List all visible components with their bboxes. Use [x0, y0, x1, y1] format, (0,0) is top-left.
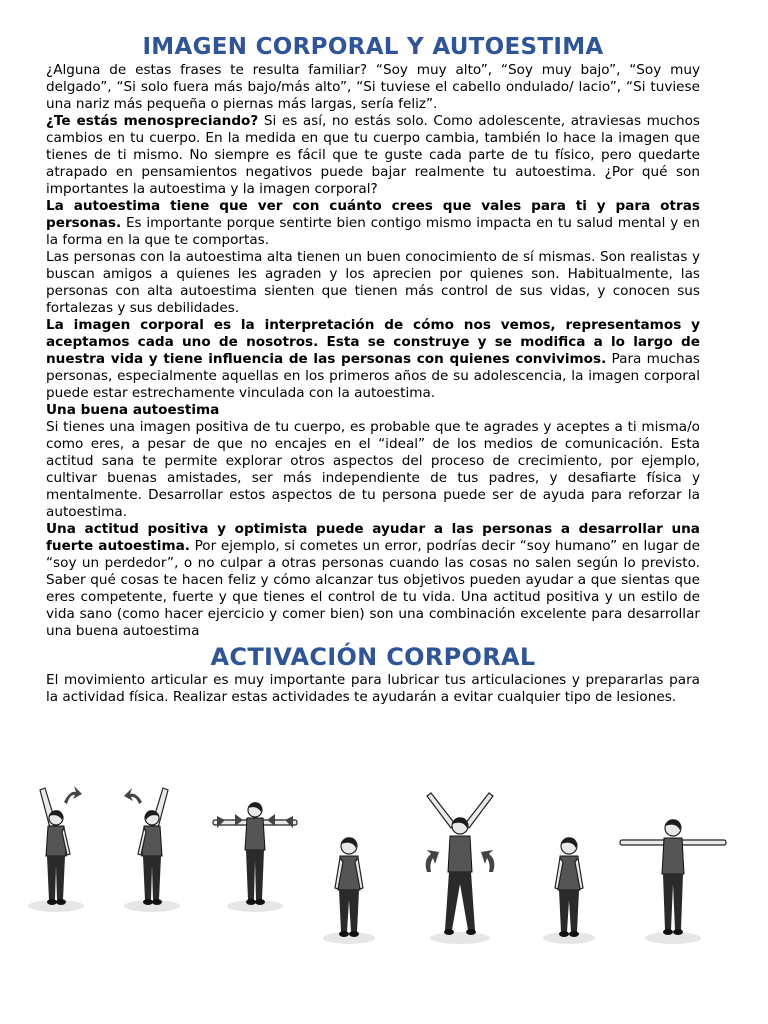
figure-lateral-stretch-right: [110, 780, 190, 920]
paragraph-text: Por ejemplo, si cometes un error, podrías decir “soy humano” en lugar de “soy un perdedor”, o no culpar a otras personas cuando las cosas no salen según lo previsto. Saber qué cosas te hacen feliz y cómo alcanzar tus objetivos pueden ayudar a que sientas que eres competente, fuerte y que tienes el control de tu vida. Una actitud positiva y un estilo de vida sano (como hacer ejercicio y comer bien) son una combinación excelente para desarrollar una buena autoestima: [46, 538, 701, 639]
figure-arm-circles: [205, 780, 305, 920]
document-page: [46, 32, 700, 706]
figure-arms-extended: [618, 780, 728, 950]
figure-standing-neutral: [315, 780, 385, 950]
section-title-activacion: ACTIVACIÓN CORPORAL: [210, 643, 536, 671]
paragraph-imagen-corporal: [46, 317, 700, 402]
figure-standing-neutral-2: [535, 780, 605, 950]
intro-paragraph: ¿Alguna de estas frases te resulta familiar? “Soy muy alto”, “Soy muy bajo”, “Soy muy delgado”, “Si solo fuera más bajo/más alto”, “Si tuviese el cabello ondulado/ lacio”, “Si tuviese una nariz más pequeña o piernas más largas, sería feliz”.: [46, 62, 700, 112]
exercise-illustrations: [20, 780, 740, 950]
paragraph-text: Es importante porque sentirte bien contigo mismo impacta en tu salud mental y en la forma en la que te comportas.: [46, 215, 700, 248]
bold-lead: Una actitud positiva y optimista puede ayudar a las personas a desarrollar una fuerte autoestima.: [46, 521, 700, 554]
paragraph-autoestima-alta: Las personas con la autoestima alta tienen un buen conocimiento de sí mismas. Son realistas y buscan amigos a quienes les agraden y los aprecien por quienes son. Habitualmente, las personas con alta autoestima sienten que tienen más control de sus vidas, y conocen sus fortalezas y sus debilidades.: [46, 249, 700, 316]
paragraph-imagen-positiva: Si tienes una imagen positiva de tu cuerpo, es probable que te agrades y aceptes a ti misma/o como eres, a pesar de que no encajes en el “ideal” de los medios de comunicación. Esta actitud sana te permite explorar otros aspectos del proceso de crecimiento, por ejemplo, cultivar buenas amistades, ser más independiente de tus padres, y desafiarte física y mentalmente. Desarrollar estos aspectos de tu persona puede ser de ayuda para reforzar la autoestima.: [46, 419, 700, 520]
paragraph-text: Si es así, no estás solo. Como adolescente, atraviesas muchos cambios en tu cuerpo. En la medida en que tu cuerpo cambia, también lo hace la imagen que tienes de ti mismo. No siempre es fácil que te guste cada parte de tu físico, pero quedarte atrapado en pensamientos negativos puede bajar realmente tu autoestima. ¿Por qué son importantes la autoestima y la imagen corporal?: [46, 113, 700, 197]
paragraph-text: Para muchas personas, especialmente aquellas en los primeros años de su adolescencia, la imagen corporal puede estar estrechamente vinculada con la autoestima.: [46, 351, 700, 401]
bold-lead: La autoestima tiene que ver con cuánto crees que vales para ti y para otras personas.: [46, 198, 700, 231]
paragraph-autoestima-definicion: [46, 198, 700, 249]
figure-arms-raised: [405, 780, 515, 950]
paragraph-actitud-positiva: [46, 521, 700, 640]
figure-lateral-stretch-left: [20, 780, 100, 920]
bold-lead: La imagen corporal es la interpretación de cómo nos vemos, representamos y aceptamos cada uno de nosotros. Esta se construye y se modifica a lo largo de nuestra vida y tiene influencia de las personas con quienes convivimos.: [46, 317, 700, 367]
paragraph-menospreciando: [46, 113, 700, 198]
main-title: IMAGEN CORPORAL Y AUTOESTIMA: [142, 34, 604, 60]
subheading-text: Una buena autoestima: [46, 402, 220, 418]
paragraph-movimiento-articular: El movimiento articular es muy importante para lubricar tus articulaciones y prepararlas para la actividad física. Realizar estas actividades te ayudarán a evitar cualquier tipo de lesiones.: [46, 672, 700, 705]
subheading-buena-autoestima: [46, 402, 700, 419]
bold-lead: ¿Te estás menospreciando?: [46, 113, 259, 129]
